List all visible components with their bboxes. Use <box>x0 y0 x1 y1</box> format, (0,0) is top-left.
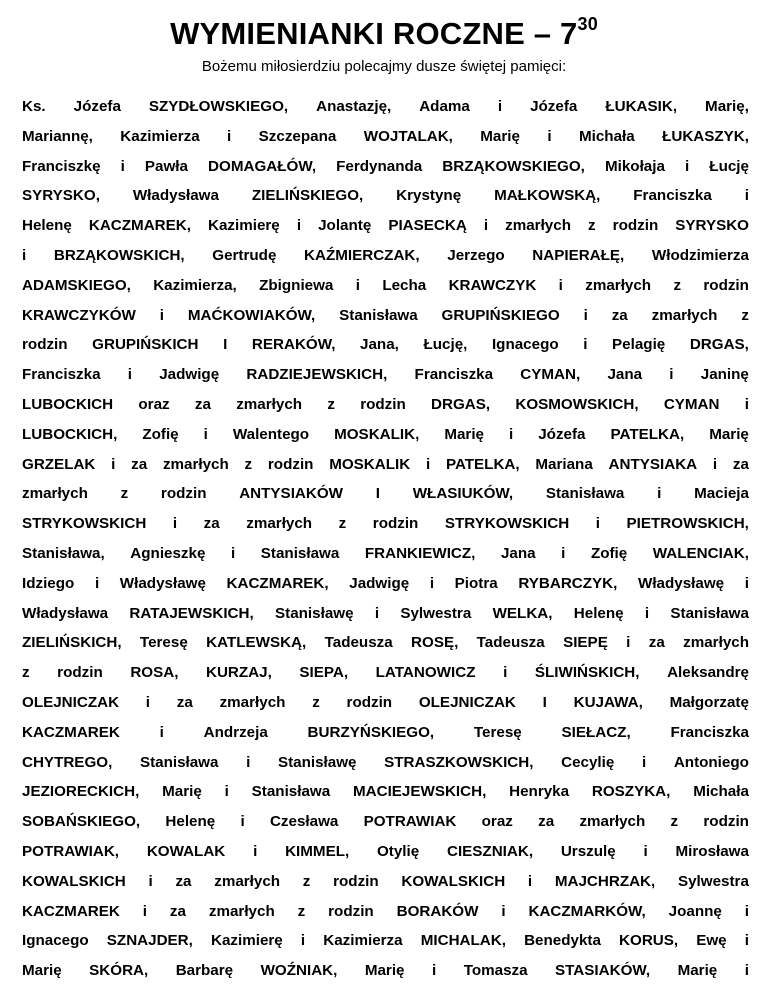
text-line: Stanisława, Agnieszkę i Stanisława FRANKIEWICZ, Jana i Zofię WALENCIAK, <box>22 544 749 562</box>
text-line: KRAWCZYKÓW i MAĆKOWIAKÓW, Stanisława GRUPIŃSKIEGO i za zmarłych z <box>22 306 749 324</box>
text-line: SOBAŃSKIEGO, Helenę i Czesława POTRAWIAK oraz za zmarłych z rodzin <box>22 813 749 831</box>
text-line: OLEJNICZAK i za zmarłych z rodzin OLEJNICZAK I KUJAWA, Małgorzatę <box>22 693 749 711</box>
text-line: Marię SKÓRA, Barbarę WOŹNIAK, Marię i Tomasza STASIAKÓW, Marię i <box>22 962 749 980</box>
names-list-body <box>22 92 749 986</box>
text-line: JEZIORECKICH, Marię i Stanisława MACIEJEWSKICH, Henryka ROSZYKA, Michała <box>22 783 749 801</box>
page-title <box>0 14 768 54</box>
text-line: POTRAWIAK, KOWALAK i KIMMEL, Otylię CIESZNIAK, Urszulę i Mirosława <box>22 842 749 860</box>
title-superscript: 30 <box>577 13 598 34</box>
text-line: rodzin GRUPIŃSKICH I RERAKÓW, Jana, Łucję, Ignacego i Pelagię DRGAS, <box>22 336 749 354</box>
text-line: KACZMAREK i Andrzeja BURZYŃSKIEGO, Teresę SIEŁACZ, Franciszka <box>22 723 749 741</box>
text-line: STRYKOWSKICH i za zmarłych z rodzin STRYKOWSKICH i PIETROWSKICH, <box>22 515 749 533</box>
text-line: Mariannę, Kazimierza i Szczepana WOJTALAK, Marię i Michała ŁUKASZYK, <box>22 127 749 145</box>
page-subtitle: Bożemu miłosierdziu polecajmy dusze świętej pamięci: <box>201 58 567 75</box>
text-line: CHYTREGO, Stanisława i Stanisławę STRASZKOWSKICH, Cecylię i Antoniego <box>22 753 749 771</box>
text-line: Ignacego SZNAJDER, Kazimierę i Kazimierza MICHALAK, Benedykta KORUS, Ewę i <box>22 932 749 950</box>
text-line: Franciszkę i Pawła DOMAGAŁÓW, Ferdynanda BRZĄKOWSKIEGO, Mikołaja i Łucję <box>22 157 749 175</box>
text-line: Władysława RATAJEWSKICH, Stanisławę i Sylwestra WELKA, Helenę i Stanisława <box>22 604 749 622</box>
text-line: SYRYSKO, Władysława ZIELIŃSKIEGO, Krystynę MAŁKOWSKĄ, Franciszka i <box>22 187 749 205</box>
text-line: Helenę KACZMAREK, Kazimierę i Jolantę PIASECKĄ i zmarłych z rodzin SYRYSKO <box>22 217 749 235</box>
text-line: KOWALSKICH i za zmarłych z rodzin KOWALSKICH i MAJCHRZAK, Sylwestra <box>22 872 749 890</box>
text-line: LUBOCKICH oraz za zmarłych z rodzin DRGAS, KOSMOWSKICH, CYMAN i <box>22 395 749 413</box>
title-main: WYMIENIANKI ROCZNE – 7 <box>170 16 578 51</box>
text-line: GRZELAK i za zmarłych z rodzin MOSKALIK i PATELKA, Mariana ANTYSIAKA i za <box>22 455 749 473</box>
text-line: i BRZĄKOWSKICH, Gertrudę KAŹMIERCZAK, Jerzego NAPIERAŁĘ, Włodzimierza <box>22 246 749 264</box>
text-line: Idziego i Władysławę KACZMAREK, Jadwigę i Piotra RYBARCZYK, Władysławę i <box>22 574 749 592</box>
text-line: z rodzin ROSA, KURZAJ, SIEPA, LATANOWICZ i ŚLIWIŃSKICH, Aleksandrę <box>22 664 749 682</box>
text-line: Franciszka i Jadwigę RADZIEJEWSKICH, Franciszka CYMAN, Jana i Janinę <box>22 366 749 384</box>
text-line: ADAMSKIEGO, Kazimierza, Zbigniewa i Lecha KRAWCZYK i zmarłych z rodzin <box>22 276 749 294</box>
text-line: Ks. Józefa SZYDŁOWSKIEGO, Anastazję, Adama i Józefa ŁUKASIK, Marię, <box>22 98 749 115</box>
text-line: zmarłych z rodzin ANTYSIAKÓW I WŁASIUKÓW, Stanisława i Macieja <box>22 485 749 503</box>
text-line: KACZMAREK i za zmarłych z rodzin BORAKÓW i KACZMARKÓW, Joannę i <box>22 902 749 920</box>
text-line: LUBOCKICH, Zofię i Walentego MOSKALIK, Marię i Józefa PATELKA, Marię <box>22 425 749 443</box>
text-line: ZIELIŃSKICH, Teresę KATLEWSKĄ, Tadeusza ROSĘ, Tadeusza SIEPĘ i za zmarłych <box>22 634 749 652</box>
